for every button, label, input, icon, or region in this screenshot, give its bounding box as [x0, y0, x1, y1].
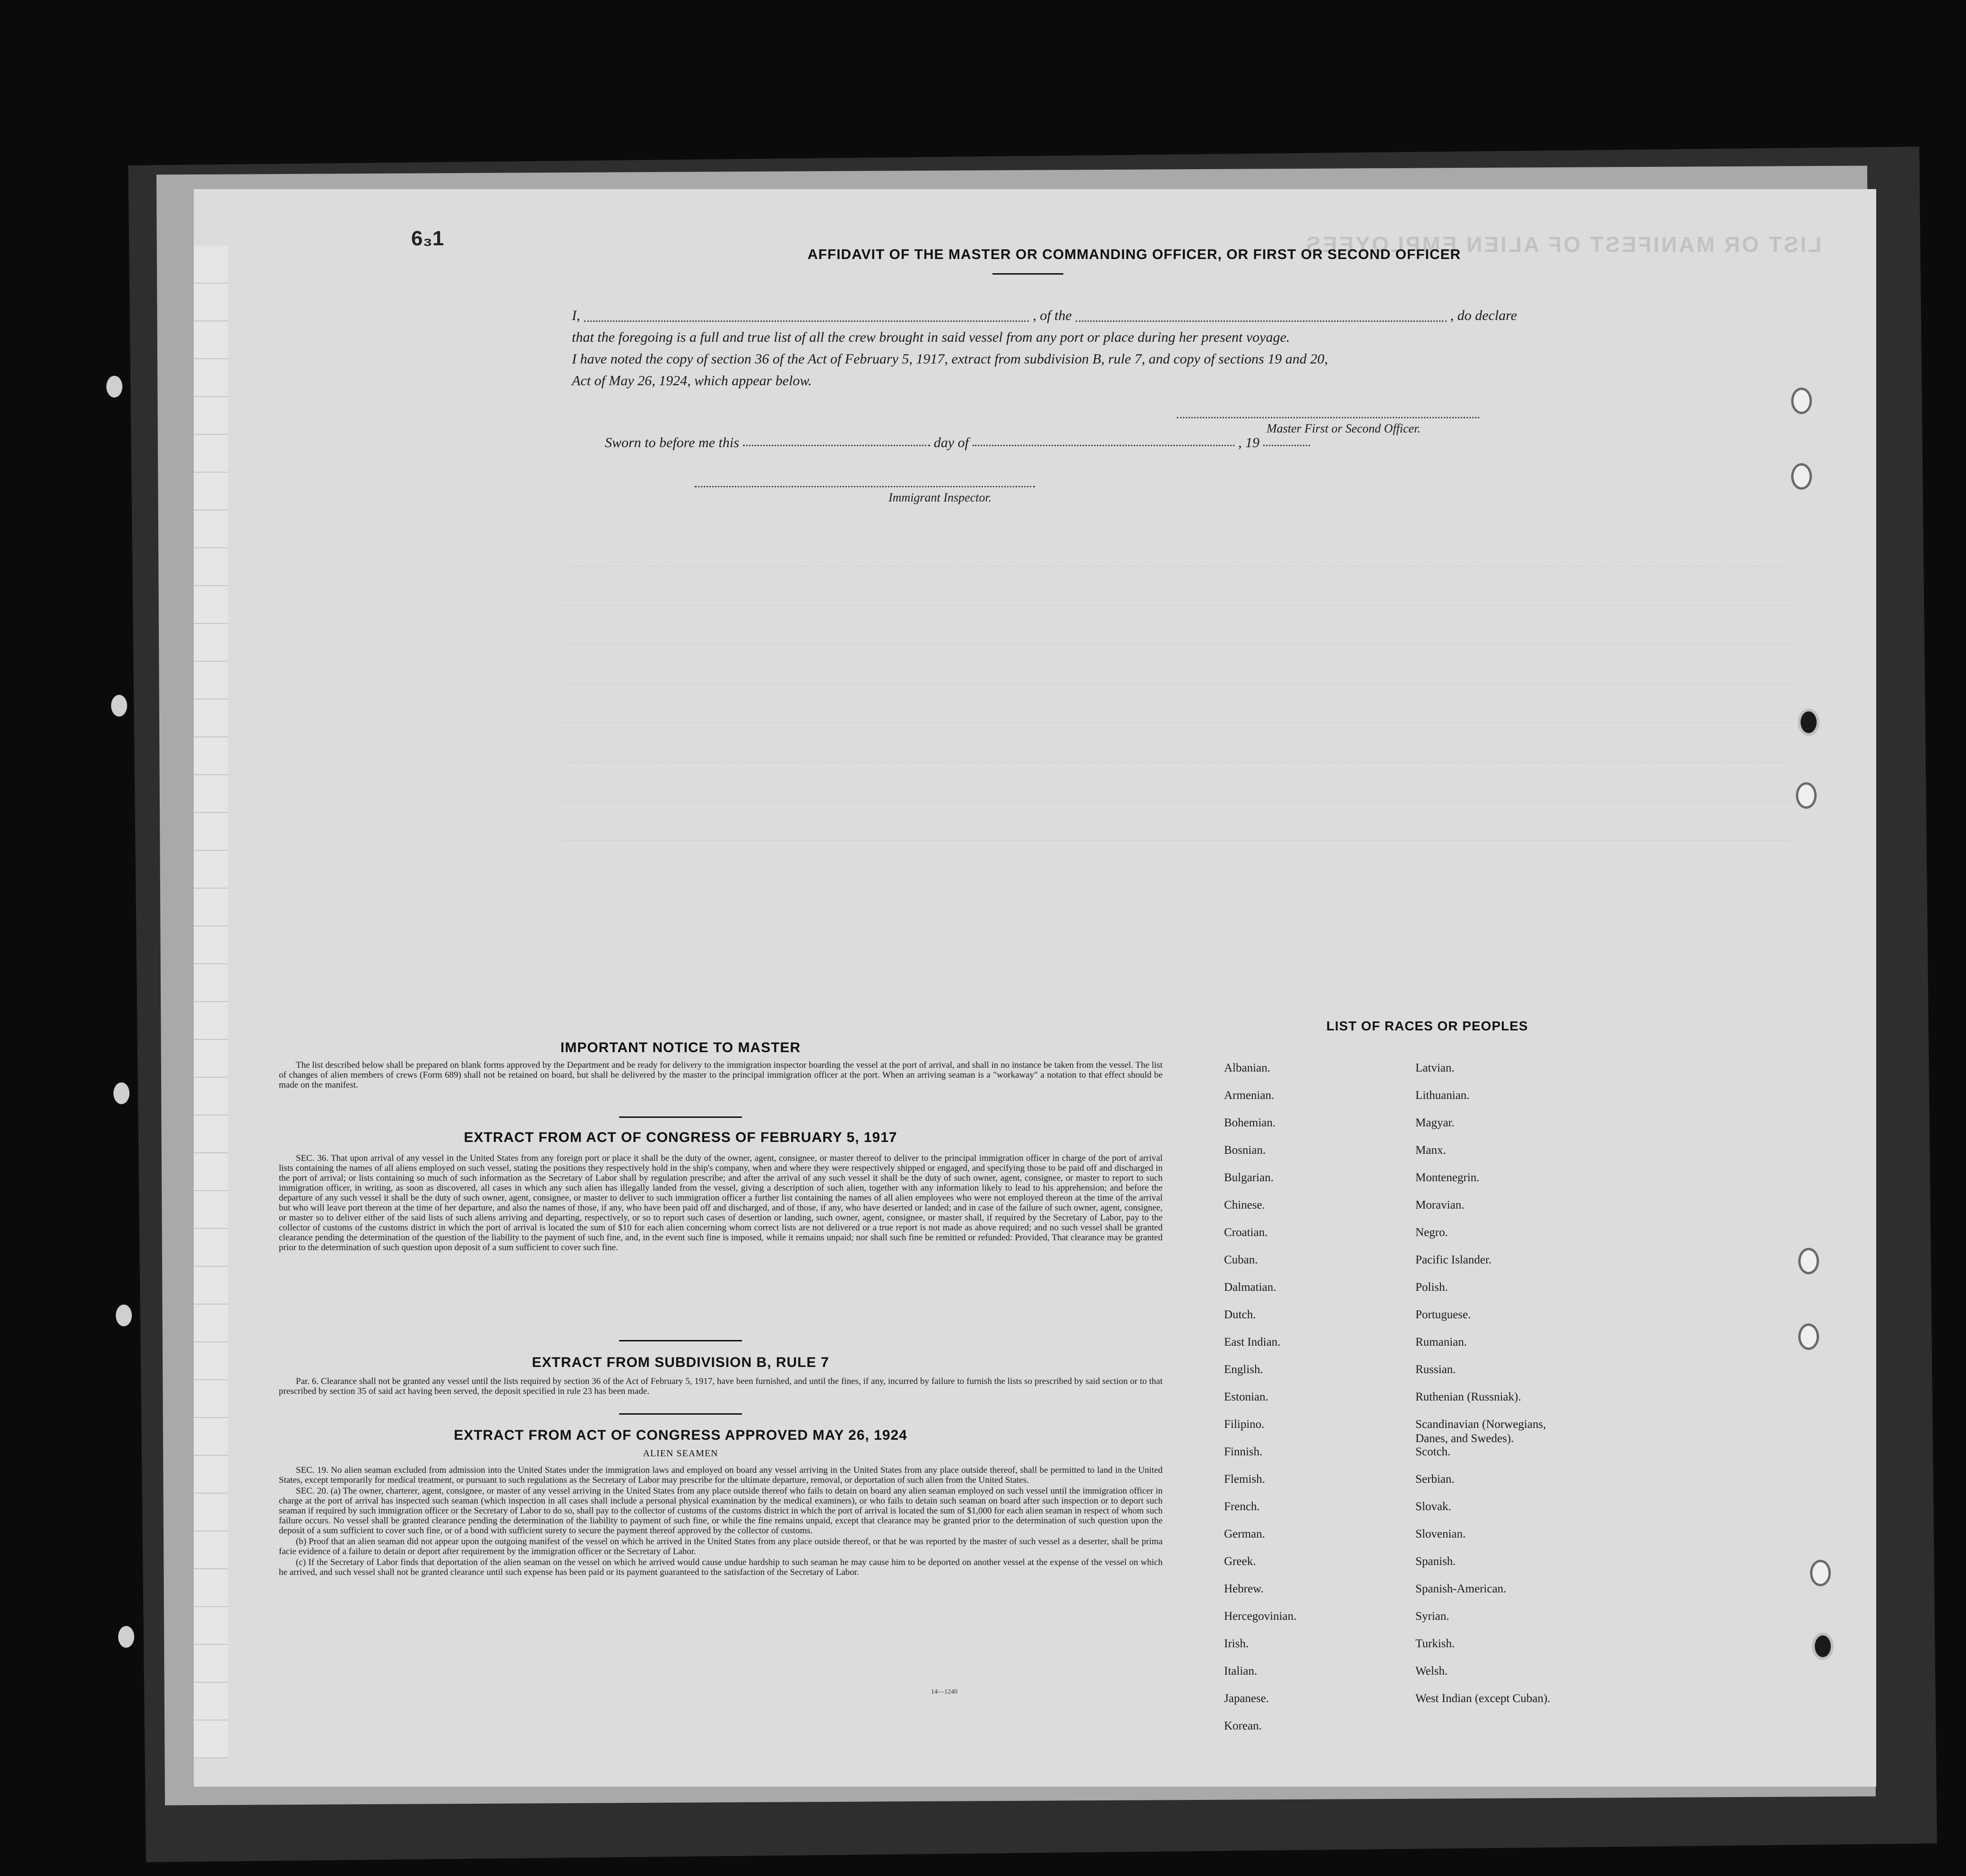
binder-hole	[1801, 711, 1817, 733]
rule7-paragraph: Par. 6. Clearance shall not be granted any vessel until the lists required by section 36 of the Act of February 5, 1917, have been furnished, and until the fines, if any, incurred by failure to furnish the lists so prescribed by said section or to that prescribed by section 35 of said act having been served, the deposit specified in rule 23 has been made.	[279, 1376, 1163, 1396]
page-number: 6₃1	[411, 227, 444, 250]
race-item: Magyar.	[1415, 1116, 1455, 1129]
month-blank[interactable]	[973, 444, 1234, 446]
section-19-paragraph: SEC. 19. No alien seaman excluded from admission into the United States under the immigration laws and employed on board any vessel arriving in the United States from any place outside thereof, shall be permitted to land in the United States, except temporarily for medical treatment, or pursuant to such regulations as the Secretary of Labor may prescribe for the ultimate departure, removal, or deportation of such alien from the United States.	[279, 1465, 1163, 1485]
declaration-text-1: that the foregoing is a full and true list of all the crew brought in said vessel from any port or place during her present voyage.	[572, 329, 1290, 345]
race-item: Flemish.	[1224, 1473, 1265, 1486]
race-item: Hercegovinian.	[1224, 1610, 1297, 1623]
races-column-1	[1224, 1061, 1296, 1746]
race-item: Bosnian.	[1224, 1144, 1266, 1157]
race-item: Welsh.	[1415, 1665, 1448, 1677]
race-item: Chinese.	[1224, 1199, 1265, 1211]
declaration-line	[572, 305, 1517, 327]
binder-hole	[1794, 390, 1810, 412]
race-item: Russian.	[1415, 1363, 1456, 1376]
notice-text	[279, 1060, 1163, 1091]
alien-seamen-subtitle: ALIEN SEAMEN	[643, 1448, 718, 1459]
binder-hole	[1815, 1635, 1831, 1657]
race-item: Scandinavian (Norwegians, Danes, and Swedes).	[1415, 1418, 1546, 1445]
binder-hole	[1812, 1562, 1828, 1584]
rule7-title: EXTRACT FROM SUBDIVISION B, RULE 7	[532, 1355, 829, 1370]
vessel-blank[interactable]	[1076, 320, 1447, 322]
declaration-text-3: Act of May 26, 1924, which appear below.	[572, 373, 812, 389]
day-of-label: day of	[933, 435, 969, 450]
extract-1917-title: EXTRACT FROM ACT OF CONGRESS OF FEBRUARY 5, 1917	[464, 1130, 897, 1145]
declaration-text-2: I have noted the copy of section 36 of the Act of February 5, 1917, extract from subdivision B, rule 7, and copy of sections 19 and 20,	[572, 351, 1328, 367]
section-36-paragraph: SEC. 36. That upon arrival of any vessel in the United States from any foreign port or place it shall be the duty of the owner, agent, consignee, or master thereof to deliver to the principal immigration officer in charge of the port of arrival lists containing the names of all aliens employed on such vessel, stating the positions they respectively hold in the ship's company, when and where they were respectively shipped or engaged, and specifying those to be paid off and discharged in the port of arrival; or lists containing so much of such information as the Secretary of Labor shall by regulation prescribe; and after the arrival of any such vessel it shall be the duty of such owner, agent, consignee, or master to report to such immigration officer, in writing, as soon as discovered, all cases in which any such alien has illegally landed from the vessel, giving a description of such alien, together with any information likely to lead to his apprehension; and before the departure of any such vessel it shall be the duty of such owner, agent, consignee, or master to deliver to such immigration officer a further list containing the names of all alien employees who were not employed thereon at the time of the arrival but who will leave port thereon at the time of her departure, and also the names of those, if any, who have been paid off and discharged, and of those, if any, who have deserted or landed; and in case of the failure of such owner, agent, consignee, or master so to deliver either of the said lists of such aliens arriving and departing, respectively, or so to report such cases of desertion or landing, such owner, agent, consignee, or master shall, if required by the Secretary of Labor, pay to the collector of customs of the customs district in which the port of arrival is located the sum of $10 for each alien concerning whom correct lists are not delivered or a true report is not made as above required; and no such vessel shall be granted clearance pending the determination of the question of the liability to the payment of such fine, and, in the event such fine is imposed, while it remains unpaid; nor shall such fine be remitted or refunded: Provided, That clearance may be granted prior to the determination of such question upon deposit of a sum sufficient to cover such fine.	[279, 1153, 1163, 1253]
race-item: Armenian.	[1224, 1089, 1275, 1102]
section-20c-paragraph: (c) If the Secretary of Labor finds that deportation of the alien seaman on the vessel on which he arrived would cause undue hardship to such seaman he may cause him to be deported on another vessel at the expense of the vessel on which he arrived, and such vessel shall not be granted clearance until such expense has been paid or its payment guaranteed to the satisfaction of the Secretary of Labor.	[279, 1557, 1163, 1577]
divider-rule	[619, 1413, 742, 1415]
race-item: Bohemian.	[1224, 1116, 1276, 1129]
race-item: Montenegrin.	[1415, 1171, 1480, 1184]
sworn-line	[605, 435, 1314, 451]
race-item: Slovak.	[1415, 1500, 1451, 1513]
race-item: Ruthenian (Russniak).	[1415, 1391, 1521, 1403]
notice-paragraph: The list described below shall be prepared on blank forms approved by the Department and be ready for delivery to the immigration inspector boarding the vessel at the port of arrival, and shall in no instance be taken from the vessel. The list of changes of alien members of crews (Form 689) shall not be retained on board, but shall be delivered by the master to the principal immigration officer at the port. When an arriving seaman is a "workaway" a notation to that effect should be made on the manifest.	[279, 1060, 1163, 1090]
bleed-through-heading: LIST OR MANIFEST OF ALIEN EMPLOYEES	[1304, 232, 1822, 257]
inspector-label: Immigrant Inspector.	[888, 491, 992, 504]
affidavit-sheet	[194, 189, 1876, 1787]
extract-1924-text	[279, 1465, 1163, 1578]
board-hole	[118, 1626, 134, 1648]
extract-1924-title: EXTRACT FROM ACT OF CONGRESS APPROVED MAY 26, 1924	[454, 1427, 907, 1443]
board-hole	[116, 1305, 132, 1326]
race-item: Croatian.	[1224, 1226, 1268, 1239]
board-hole	[111, 695, 127, 717]
race-item: Hebrew.	[1224, 1582, 1264, 1595]
race-item: Irish.	[1224, 1637, 1249, 1650]
day-blank[interactable]	[743, 444, 930, 446]
race-item: Syrian.	[1415, 1610, 1449, 1623]
race-item: French.	[1224, 1500, 1260, 1513]
divider-rule	[619, 1116, 742, 1118]
year-blank[interactable]	[1263, 444, 1310, 446]
binder-hole	[1794, 466, 1810, 487]
race-item: Japanese.	[1224, 1692, 1269, 1705]
form-number: 14—1240	[931, 1688, 957, 1695]
race-item: West Indian (except Cuban).	[1415, 1692, 1551, 1705]
race-item: Polish.	[1415, 1281, 1448, 1294]
race-item: Bulgarian.	[1224, 1171, 1274, 1184]
affidavit-body	[572, 305, 1517, 392]
race-item: Dalmatian.	[1224, 1281, 1276, 1294]
title-rule	[992, 273, 1063, 275]
race-item: German.	[1224, 1528, 1265, 1540]
board-hole	[113, 1082, 129, 1104]
race-item: Greek.	[1224, 1555, 1256, 1568]
race-item: Slovenian.	[1415, 1528, 1466, 1540]
officer-signature-line[interactable]	[1177, 417, 1479, 418]
race-item: Serbian.	[1415, 1473, 1455, 1486]
notice-title: IMPORTANT NOTICE TO MASTER	[560, 1040, 801, 1055]
affidavit-title: AFFIDAVIT OF THE MASTER OR COMMANDING OFFICER, OR FIRST OR SECOND OFFICER	[807, 247, 1461, 262]
race-item: Negro.	[1415, 1226, 1448, 1239]
race-item: Rumanian.	[1415, 1336, 1467, 1349]
binder-hole	[1801, 1326, 1817, 1348]
race-item: Italian.	[1224, 1665, 1258, 1677]
declarant-prefix: I,	[572, 308, 580, 323]
race-item: Albanian.	[1224, 1062, 1270, 1074]
name-blank[interactable]	[584, 320, 1029, 322]
race-item: Spanish-American.	[1415, 1582, 1507, 1595]
race-item: English.	[1224, 1363, 1263, 1376]
year-prefix: , 19	[1238, 435, 1260, 450]
officer-label: Master First or Second Officer.	[1267, 422, 1421, 435]
race-item: Latvian.	[1415, 1062, 1455, 1074]
race-item: Pacific Islander.	[1415, 1254, 1492, 1266]
extract-1917-text	[279, 1153, 1163, 1254]
declare-suffix: , do declare	[1450, 308, 1517, 323]
races-column-2	[1415, 1061, 1550, 1719]
race-item: Lithuanian.	[1415, 1089, 1470, 1102]
race-item: Turkish.	[1415, 1637, 1455, 1650]
binder-hole	[1798, 785, 1814, 806]
race-item: Finnish.	[1224, 1445, 1263, 1458]
inspector-signature-line[interactable]	[695, 486, 1035, 487]
race-item: Filipino.	[1224, 1418, 1265, 1431]
rule7-text	[279, 1376, 1163, 1397]
race-item: East Indian.	[1224, 1336, 1281, 1349]
section-20a-paragraph: SEC. 20. (a) The owner, charterer, agent, consignee, or master of any vessel arriving in the United States from any place outside thereof who fails to detain on board any alien seaman employed on such vessel until the immigration officer in charge at the port of arrival has inspected such seaman (which inspection in all cases shall include a personal physical examination by the medical examiners), or who fails to detain such seaman on board after such inspection or to deport such seaman if required by such immigration officer or the Secretary of Labor to do so, shall pay to the collector of customs of the customs district in which the port of arrival is located the sum of $1,000 for each alien seaman in respect of whom such failure occurs. No vessel shall be granted clearance pending the determination of the liability to payment of such fine, or while the fine remains unpaid, except that clearance may be granted prior to the determination of such question upon the deposit of a sum sufficient to cover such fine, or of a bond with sufficient surety to secure the payment thereof approved by the collector of customs.	[279, 1486, 1163, 1536]
section-20b-paragraph: (b) Proof that an alien seaman did not appear upon the outgoing manifest of the vessel on which he arrived in the United States from any place outside thereof, or that he was reported by the master of such vessel as a deserter, shall be prima facie evidence of a failure to detain or deport after requirement by the immigration officer or the Secretary of Labor.	[279, 1537, 1163, 1556]
left-binding-strip	[194, 246, 228, 1758]
binder-hole	[1801, 1250, 1817, 1272]
board-hole	[106, 376, 122, 398]
race-item: Manx.	[1415, 1144, 1446, 1157]
divider-rule	[619, 1340, 742, 1341]
races-title: LIST OF RACES OR PEOPLES	[1326, 1019, 1528, 1033]
sworn-prefix: Sworn to before me this	[605, 435, 739, 450]
race-item: Moravian.	[1415, 1199, 1465, 1211]
race-item: Estonian.	[1224, 1391, 1268, 1403]
vessel-prefix: , of the	[1033, 308, 1072, 323]
race-item: Cuban.	[1224, 1254, 1258, 1266]
race-item: Dutch.	[1224, 1308, 1256, 1321]
race-item: Scotch.	[1415, 1445, 1451, 1458]
race-item: Portuguese.	[1415, 1308, 1471, 1321]
race-item: Spanish.	[1415, 1555, 1456, 1568]
race-item: Korean.	[1224, 1720, 1262, 1732]
